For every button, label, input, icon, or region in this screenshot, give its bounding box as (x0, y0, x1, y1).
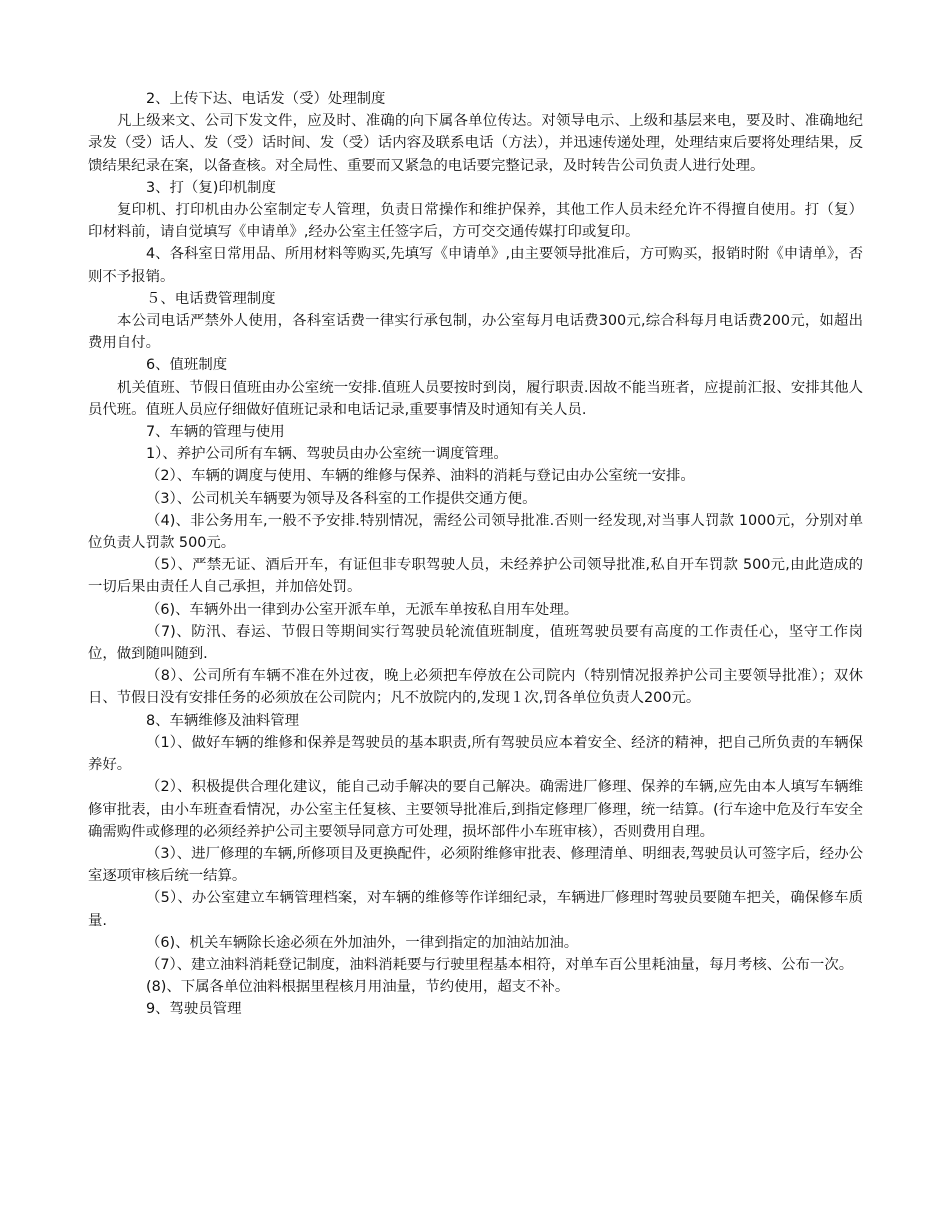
paragraph: （7）、建立油料消耗登记制度，油料消耗要与行驶里程基本相符，对单车百公里耗油量，每月考核、公布一次。 (146, 956, 854, 973)
paragraph: （4)、非公务用车,一般不予安排.特别情况，需经公司领导批准.否则一经发现,对当事人罚款 1000元，分别对单位负责人罚款 500元。 (88, 512, 863, 552)
section-heading: 2、上传下达、电话发（受）处理制度 (146, 91, 386, 107)
paragraph: （1）、做好车辆的维修和保养是驾驶员的基本职责,所有驾驶员应本着安全、经济的精神，把自己所负责的车辆保养好。 (88, 734, 863, 774)
paragraph: （5）、办公室建立车辆管理档案，对车辆的维修等作详细纪录，车辆进厂修理时驾驶员要随车把关，确保修车质量. (88, 890, 863, 929)
paragraph: （8）、公司所有车辆不准在外过夜，晚上必须把车停放在公司院内（特别情况报养护公司主要领导批准）；双休日、节假日没有安排任务的必须放在公司院内；凡不放院内的,发现１次,罚各单位负责人200元。 (88, 668, 863, 707)
paragraph: （6)、车辆外出一律到办公室开派车单，无派车单按私自用车处理。 (146, 601, 579, 618)
paragraph: （6)、机关车辆除长途必须在外加油外，一律到指定的加油站加油。 (146, 934, 579, 951)
paragraph: （5）、严禁无证、酒后开车，有证但非专职驾驶人员，未经养护公司领导批准,私自开车罚款 500元,由此造成的一切后果由责任人自己承担，并加倍处罚。 (88, 557, 863, 596)
paragraph: （2）、积极提供合理化建议，能自己动手解决的要自己解决。确需进厂修理、保养的车辆,应先由本人填写车辆维修审批表，由小车班查看情况，办公室主任复核、主要领导批准后,到指定修理厂修理，统一结算。(行车途中危及行车安全确需购件或修理的必须经养护公司主要领导同意方可处理，损坏部件小车班审核），否则费用自理。 (88, 779, 863, 840)
paragraph: 复印机、打印机由办公室制定专人管理，负责日常操作和维护保养，其他工作人员未经允许不得擅自使用。打（复）印材料前，请自觉填写《申请单》,经办公室主任签字后，方可交交通传媒打印或复印。 (88, 202, 863, 241)
paragraph: 本公司电话严禁外人使用，各科室话费一律实行承包制，办公室每月电话费300元,综合科每月电话费200元，如超出费用自付。 (88, 313, 863, 352)
document-body (88, 88, 863, 1021)
paragraph: （3）、进厂修理的车辆,所修项目及更换配件，必须附维修审批表、修理清单、明细表,驾驶员认可签字后，经办公室逐项审核后统一结算。 (88, 845, 863, 885)
paragraph: （3）、公司机关车辆要为领导及各科室的工作提供交通方便。 (146, 490, 537, 507)
section-heading: 3、打（复)印机制度 (146, 179, 276, 196)
paragraph: (8)、下属各单位油料根据里程核月用油量，节约使用，超支不补。 (146, 979, 570, 996)
paragraph: 凡上级来文、公司下发文件，应及时、准确的向下属各单位传达。对领导电示、上级和基层来电，要及时、准确地纪录发（受）话人、发（受）话时间、发（受）话内容及联系电话（方法），并迅速传递处理，处理结束后要将处理结果，反馈结果纪录在案，以备查核。对全局性、重要而又紧急的电话要完整记录，及时转告公司负责人进行处理。 (88, 113, 863, 174)
paragraph: 1）、养护公司所有车辆、驾驶员由办公室统一调度管理。 (146, 446, 508, 463)
paragraph: 4、各科室日常用品、所用材料等购买,先填写《申请单》,由主要领导批准后，方可购买，报销时附《申请单》，否则不予报销。 (88, 246, 863, 285)
section-heading: 7、车辆的管理与使用 (146, 424, 285, 441)
section-heading: 8、车辆维修及油料管理 (146, 712, 300, 729)
section-heading: ５、电话费管理制度 (146, 290, 276, 307)
section-heading: 9、驾驶员管理 (146, 1001, 242, 1018)
paragraph: 机关值班、节假日值班由办公室统一安排.值班人员要按时到岗，履行职责.因故不能当班者，应提前汇报、安排其他人员代班。值班人员应仔细做好值班记录和电话记录,重要事情及时通知有关人员. (88, 379, 863, 418)
paragraph: （2）、车辆的调度与使用、车辆的维修与保养、油料的消耗与登记由办公室统一安排。 (146, 468, 695, 485)
paragraph: （7)、防汛、春运、节假日等期间实行驾驶员轮流值班制度，值班驾驶员要有高度的工作责任心，坚守工作岗位，做到随叫随到. (88, 623, 863, 663)
section-heading: 6、值班制度 (146, 357, 228, 374)
